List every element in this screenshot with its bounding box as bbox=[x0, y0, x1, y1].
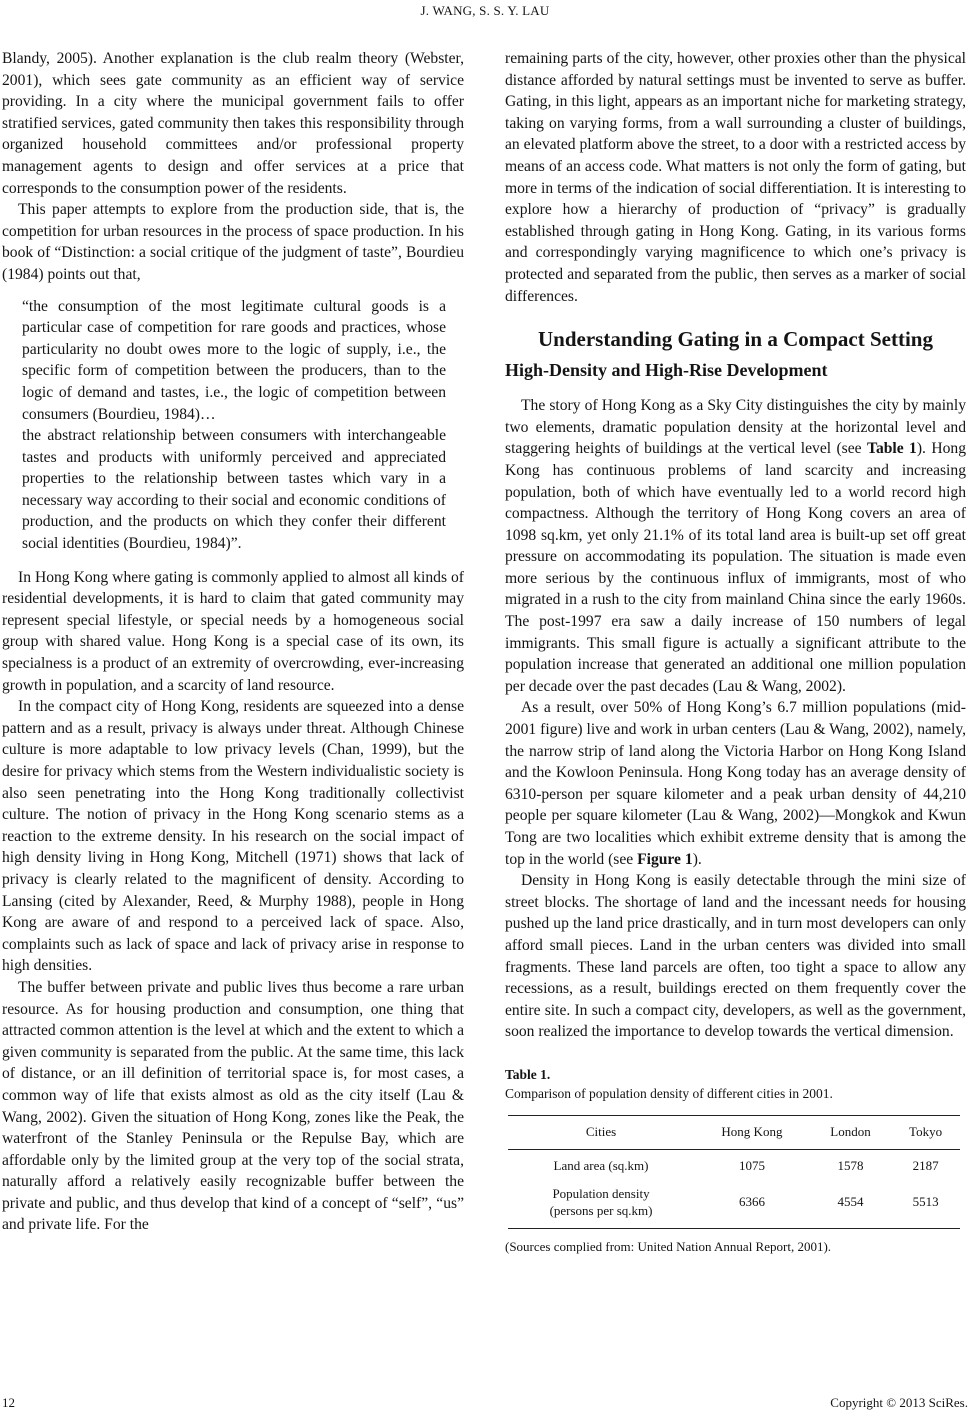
table-cell: 6366 bbox=[694, 1178, 810, 1229]
quote-paragraph: the abstract relationship between consumers with interchangeable tastes and products with uniformly perceived and appreciated properties to the relationship between tastes which vary in a necessary way according to their social and economic conditions of production, and the products on which they confer their different social identities (Bourdieu, 1984)”. bbox=[22, 427, 446, 553]
text: As a result, over 50% of Hong Kong’s 6.7 million populations (mid-2001 figure) live and work in urban centers (Lau & Wang, 2002), namely, the narrow strip of land along the Victoria Harbor on Hong Kong Island and the Kowloon Peninsula. Hong Kong today has an average density of 6310-person per square kilometer and a peak urban density of 44,210 people per square kilometer (Lau & Wang, 2002)—Mongkok and Kwun Tong are two localities which exhibit extreme density that is among the top in the world (see bbox=[505, 699, 966, 868]
table-cell: 1578 bbox=[837, 1157, 864, 1173]
table-cell: 1075 bbox=[738, 1157, 765, 1173]
density-table bbox=[508, 1115, 960, 1229]
table-source-note: (Sources complied from: United Nation Annual Report, 2001). bbox=[505, 1238, 832, 1254]
paragraph bbox=[505, 395, 966, 697]
column-header: London bbox=[810, 1115, 891, 1149]
table-row bbox=[508, 1178, 960, 1229]
section-heading: Understanding Gating in a Compact Setting bbox=[538, 327, 933, 352]
block-quote bbox=[22, 296, 446, 555]
paragraph: The buffer between private and public lives thus become a rare urban resource. As for housing production and consumption, one thing that attracted common attention is the level at which and the extent to which a given community is separated from the public. At the same time, this lack of distance, or an ill definition of territorial space is, for most cases, a common way of life that exists almost as old as the city itself (Lau & Wang, 2002). Given the situation of Hong Kong, zones like the Peak, the waterfront of the Stanley Peninsula or the Repulse Bay, which are affordable only by the limited group at the very top of the social strata, naturally afford a relatively easily recognizable buffer between the private and public, and thus develop that kind of a concept of “self”, “us” and private life. For the bbox=[2, 978, 464, 1234]
table-caption: Comparison of population density of different cities in 2001. bbox=[505, 1085, 833, 1101]
table-block bbox=[505, 1065, 966, 1255]
paragraph: In the compact city of Hong Kong, residents are squeezed into a dense pattern and as a result, privacy is always under threat. Although Chinese culture is more adaptable to low privacy levels (Chan, 1999), but the desire for privacy which stems from the Western individualistic society is also seen penetrating into the Hong Kong traditionally collectivist culture. The notion of privacy in the Hong Kong scenario stems as a reaction to the extreme density. In his research on the social impact of high density living in Hong Kong, Mitchell (1971) shows that lack of privacy is clearly related to the magnificent of density. According to Lansing (cited by Alexander, Reed, & Murphy 1988), people in Hong Kong are aware of and respond to a perceived lack of space. Also, complaints such as lack of space and lack of privacy arise in response to high densities. bbox=[2, 698, 464, 975]
paragraph bbox=[505, 697, 966, 870]
column-header: Tokyo bbox=[891, 1115, 960, 1149]
table-cell: 5513 bbox=[891, 1178, 960, 1229]
paragraph: Blandy, 2005). Another explanation is the club realm theory (Webster, 2001), which sees gate community as an efficient way of service providing. In a city where the municipal government fails to offer stratified services, gated community then takes this responsibility through organized household committees and/or professional property management agents to design and offer services at a price that corresponds to the consumption power of the residents. bbox=[2, 50, 464, 197]
left-column bbox=[2, 48, 464, 1236]
table-reference: Table 1 bbox=[866, 440, 917, 458]
text: ). Hong Kong has continuous problems of land scarcity and increasing population, both of which have eventually led to a world record high compactness. Although the territory of Hong Kong covers an area of 1098 sq.km, yet only 21.1% of its total land area is built-up set off great pressure on accommodating its population. The situation is made even more serious by the continuous influx of immigrants, most of who migrated in a rush to the city from mainland China since the early 1960s. The post-1997 era saw a daily increase of 150 numbers of legal immigrants. This small figure is actually a significant attribute to the population increase that generated an additional one million population per decade over the past decades (Lau & Wang, 2002). bbox=[505, 440, 966, 695]
table-header-row bbox=[508, 1115, 960, 1149]
table-label: Table 1. bbox=[505, 1066, 551, 1082]
text: The story of Hong Kong as a Sky City distinguishes the city by mainly two elements, dramatic population density at the horizontal level and staggering heights of buildings at the vertical level (see bbox=[505, 397, 966, 458]
paragraph: Density in Hong Kong is easily detectable through the mini size of street blocks. The shortage of land and the incessant needs for housing pushed up the land price drastically, and in turn most developers can only afford small pieces. Land in the urban centers was divided into small fragments. These land parcels are often, too tight a space to allow any recessions, as a result, buildings erected on them frequently cover the entire site. In such a compact city, developers, as well as the government, soon realized the importance to develop towards the vertical dimension. bbox=[505, 872, 966, 1041]
running-head: J. WANG, S. S. Y. LAU bbox=[420, 3, 550, 18]
table-cell: 2187 bbox=[912, 1157, 939, 1173]
paragraph: This paper attempts to explore from the production side, that is, the competition for urban resources in the process of space production. In his book of “Distinction: a social critique of the judgment of taste”, Bourdieu (1984) points out that, bbox=[2, 201, 464, 283]
copyright-notice: Copyright © 2013 SciRes. bbox=[830, 1395, 968, 1410]
figure-reference: Figure 1 bbox=[637, 850, 693, 868]
column-header: Cities bbox=[508, 1115, 694, 1149]
row-label-line: (persons per sq.km) bbox=[549, 1202, 653, 1218]
paragraph: remaining parts of the city, however, other proxies other than the physical distance afforded by natural settings must be invented to serve as buffer. Gating, in this light, appears as an important niche for marketing strategy, taking on varying forms, from a wall surrounding a cluster of buildings, an elevated platform above the street, to a door with a restricted access by means of an access code. What matters is not only the form of gating, but more in terms of the indication of social differentiation. It is interesting to explore how a hierarchy of production of “privacy” is gradually established through gating in Hong Kong. Gating, in its various forms and correspondingly varying magnificence to which one’s privacy is protected and separated from the public, then serves as a marker of social differences. bbox=[505, 50, 966, 305]
page-number: 12 bbox=[2, 1395, 15, 1410]
right-column bbox=[505, 48, 966, 1255]
paragraph: In Hong Kong where gating is commonly applied to almost all kinds of residential developments, it is hard to claim that gated community may represent special lifestyle, or special needs by a homogeneous social group with shared value. Hong Kong is a special case of its own, its specialness is a product of an extremity of overcrowding, ever-increasing growth in population, and a scarcity of land resource. bbox=[2, 568, 464, 694]
subsection-heading: High-Density and High-Rise Development bbox=[505, 360, 828, 381]
row-label bbox=[508, 1178, 694, 1229]
table-cell: 4554 bbox=[810, 1178, 891, 1229]
quote-paragraph: “the consumption of the most legitimate cultural goods is a particular case of competition for rare goods and practices, whose particularity no doubt owes more to the logic of supply, i.e., the specific form of competition between the producers, than to the logic of demand and tastes, i.e., the logic of competition between consumers (Bourdieu, 1984)… bbox=[22, 297, 446, 423]
row-label: Land area (sq.km) bbox=[553, 1157, 649, 1173]
column-header: Hong Kong bbox=[694, 1115, 810, 1149]
row-label-line: Population density bbox=[552, 1185, 650, 1201]
table-row bbox=[508, 1149, 960, 1178]
text: ). bbox=[692, 850, 702, 868]
